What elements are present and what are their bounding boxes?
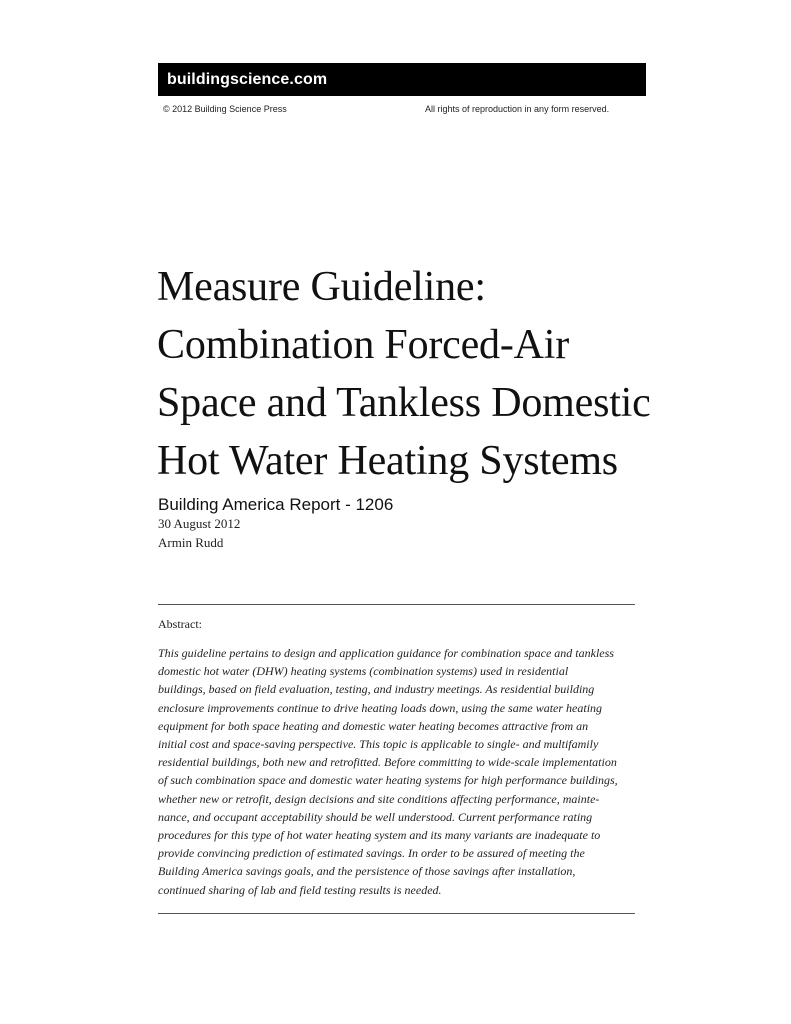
abstract-line: enclosure improvements continue to drive heating loads down, using the same water heating bbox=[158, 700, 603, 715]
abstract-line: Building America savings goals, and the persistence of those savings after installation, bbox=[158, 864, 576, 879]
abstract-text bbox=[158, 644, 638, 899]
author-name: Armin Rudd bbox=[158, 535, 224, 550]
abstract-line: nance, and occupant acceptability should be well understood. Current performance rating bbox=[158, 809, 593, 824]
brand-banner bbox=[158, 63, 646, 96]
abstract-line: whether new or retrofit, design decisions and site conditions affecting performance, mainte- bbox=[158, 791, 600, 806]
abstract-line: continued sharing of lab and field testing results is needed. bbox=[158, 882, 442, 897]
title-line: Measure Guideline: bbox=[157, 264, 486, 310]
brand-name: buildingscience.com bbox=[167, 70, 328, 88]
report-date: 30 August 2012 bbox=[158, 516, 241, 531]
report-number: Building America Report - 1206 bbox=[158, 495, 394, 514]
title-line: Hot Water Heating Systems bbox=[157, 438, 618, 484]
abstract-line: residential buildings, both new and retrofitted. Before committing to wide-scale implementation bbox=[158, 755, 617, 770]
document-title bbox=[157, 258, 757, 490]
divider bbox=[158, 604, 635, 605]
title-line: Combination Forced-Air bbox=[157, 322, 570, 368]
abstract-line: procedures for this type of hot water heating system and its many variants are inadequate to bbox=[158, 828, 601, 843]
abstract-line: domestic hot water (DHW) heating systems (combination systems) used in residential bbox=[158, 664, 569, 679]
divider bbox=[158, 913, 635, 914]
title-line: Space and Tankless Domestic bbox=[157, 380, 651, 426]
abstract-line: of such combination space and domestic water heating systems for high performance buildings, bbox=[158, 773, 618, 788]
abstract-heading: Abstract: bbox=[158, 617, 202, 631]
abstract-line: equipment for both space heating and domestic water heating becomes attractive from an bbox=[158, 718, 589, 733]
abstract-line: buildings, based on field evaluation, testing, and industry meetings. As residential building bbox=[158, 682, 595, 697]
abstract-line: initial cost and space-saving perspective. This topic is applicable to single- and multifamily bbox=[158, 737, 599, 752]
abstract-line: This guideline pertains to design and application guidance for combination space and tankless bbox=[158, 646, 614, 660]
copyright-notice: © 2012 Building Science Press bbox=[163, 104, 287, 114]
rights-notice: All rights of reproduction in any form reserved. bbox=[425, 104, 610, 114]
abstract-line: provide convincing prediction of estimated savings. In order to be assured of meeting the bbox=[158, 846, 585, 861]
